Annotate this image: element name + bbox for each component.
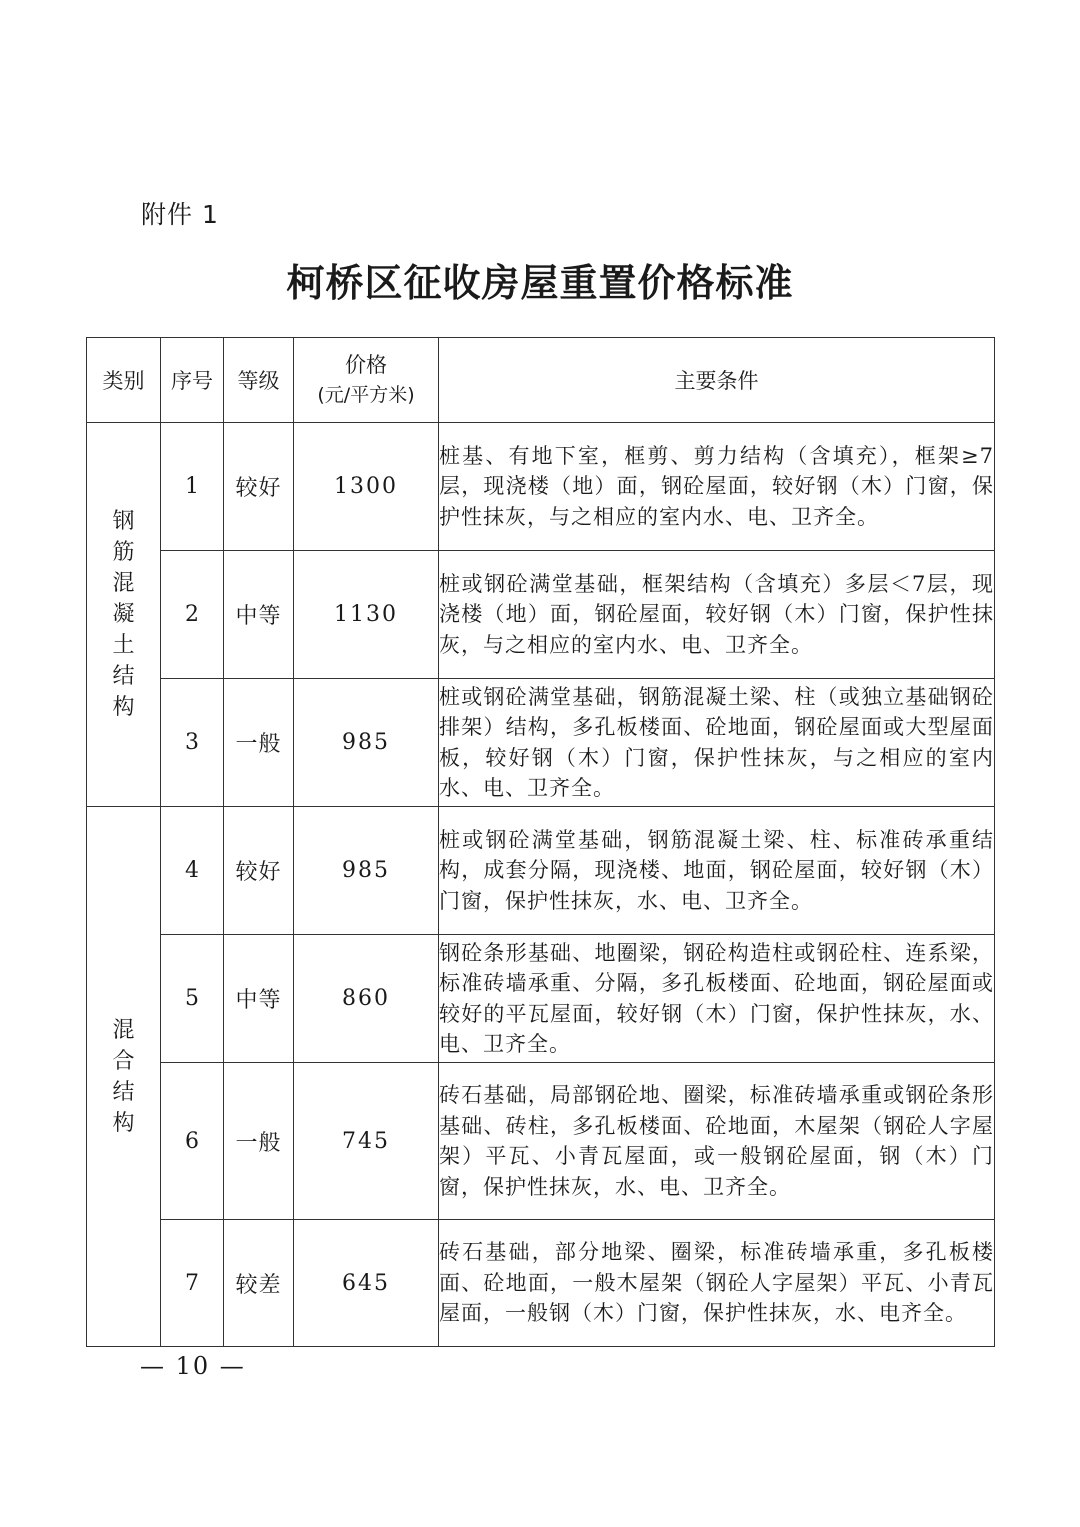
row-conditions: 桩或钢砼满堂基础，钢筋混凝土梁、柱（或独立基础钢砼排架）结构，多孔板楼面、砼地面，钢砼屋面或大型屋面板，较好钢（木）门窗，保护性抹灰，与之相应的室内水、电、卫齐全。 (439, 679, 995, 807)
row-conditions: 桩基、有地下室，框剪、剪力结构（含填充），框架≥7层，现浇楼（地）面，钢砼屋面，较好钢（木）门窗，保护性抹灰，与之相应的室内水、电、卫齐全。 (439, 423, 995, 551)
attachment-label: 附件 1 (141, 200, 219, 229)
category-char: 构 (112, 1110, 135, 1136)
row-number: 3 (161, 679, 224, 807)
row-number: 5 (161, 935, 224, 1063)
price-standard-table (86, 337, 995, 1347)
header-price-unit: (元/平方米) (317, 384, 415, 406)
header-price (294, 338, 439, 423)
row-conditions: 钢砼条形基础、地圈梁，钢砼构造柱或钢砼柱、连系梁，标准砖墙承重、分隔，多孔板楼面、砼地面，钢砼屋面或较好的平瓦屋面，较好钢（木）门窗，保护性抹灰，水、电、卫齐全。 (439, 935, 995, 1063)
row-number: 6 (161, 1063, 224, 1220)
row-price: 860 (294, 935, 439, 1063)
row-grade: 一般 (224, 1063, 294, 1220)
row-price: 745 (294, 1063, 439, 1220)
row-price: 645 (294, 1220, 439, 1347)
table-header-row (87, 338, 995, 423)
row-conditions: 砖石基础，局部钢砼地、圈梁，标准砖墙承重或钢砼条形基础、砖柱，多孔板楼面、砼地面，木屋架（钢砼人字屋架）平瓦、小青瓦屋面，或一般钢砼屋面，钢（木）门窗，保护性抹灰，水、电、卫齐全。 (439, 1063, 995, 1220)
category-char: 混 (112, 1017, 135, 1043)
category-char: 结 (112, 1079, 135, 1105)
header-conditions: 主要条件 (439, 338, 995, 423)
row-number: 1 (161, 423, 224, 551)
category-char: 混 (112, 571, 135, 596)
category-char: 构 (112, 695, 135, 720)
header-number: 序号 (161, 338, 224, 423)
row-price: 1300 (294, 423, 439, 551)
category-char: 凝 (112, 602, 135, 627)
row-grade: 较好 (224, 807, 294, 935)
category-char: 合 (112, 1048, 135, 1074)
row-conditions: 砖石基础，部分地梁、圈梁，标准砖墙承重，多孔板楼面、砼地面，一般木屋架（钢砼人字屋架）平瓦、小青瓦屋面，一般钢（木）门窗，保护性抹灰，水、电齐全。 (439, 1220, 995, 1347)
row-price: 985 (294, 679, 439, 807)
category-char: 钢 (112, 509, 135, 534)
row-grade: 较差 (224, 1220, 294, 1347)
header-grade: 等级 (224, 338, 294, 423)
row-price: 1130 (294, 551, 439, 679)
header-category: 类别 (87, 338, 161, 423)
table-row (87, 1063, 995, 1220)
row-number: 2 (161, 551, 224, 679)
row-number: 4 (161, 807, 224, 935)
table-row (87, 679, 995, 807)
row-conditions: 桩或钢砼满堂基础，钢筋混凝土梁、柱、标准砖承重结构，成套分隔，现浇楼、地面，钢砼屋面，较好钢（木）门窗，保护性抹灰，水、电、卫齐全。 (439, 807, 995, 935)
table-row (87, 935, 995, 1063)
row-conditions: 桩或钢砼满堂基础，框架结构（含填充）多层＜7层，现浇楼（地）面，钢砼屋面，较好钢（木）门窗，保护性抹灰，与之相应的室内水、电、卫齐全。 (439, 551, 995, 679)
category-char: 土 (112, 633, 135, 658)
header-price-label: 价格 (345, 353, 387, 377)
page-number: — 10 — (140, 1352, 246, 1380)
category-char: 结 (112, 664, 135, 689)
table-row (87, 807, 995, 935)
table-row (87, 551, 995, 679)
category-char: 筋 (112, 540, 135, 565)
row-grade: 中等 (224, 935, 294, 1063)
category-mixed-structure (87, 807, 161, 1347)
page-title: 柯桥区征收房屋重置价格标准 (286, 261, 794, 305)
category-rc-structure (87, 423, 161, 807)
row-grade: 一般 (224, 679, 294, 807)
table-row (87, 423, 995, 551)
row-grade: 较好 (224, 423, 294, 551)
row-grade: 中等 (224, 551, 294, 679)
row-number: 7 (161, 1220, 224, 1347)
row-price: 985 (294, 807, 439, 935)
table-row (87, 1220, 995, 1347)
